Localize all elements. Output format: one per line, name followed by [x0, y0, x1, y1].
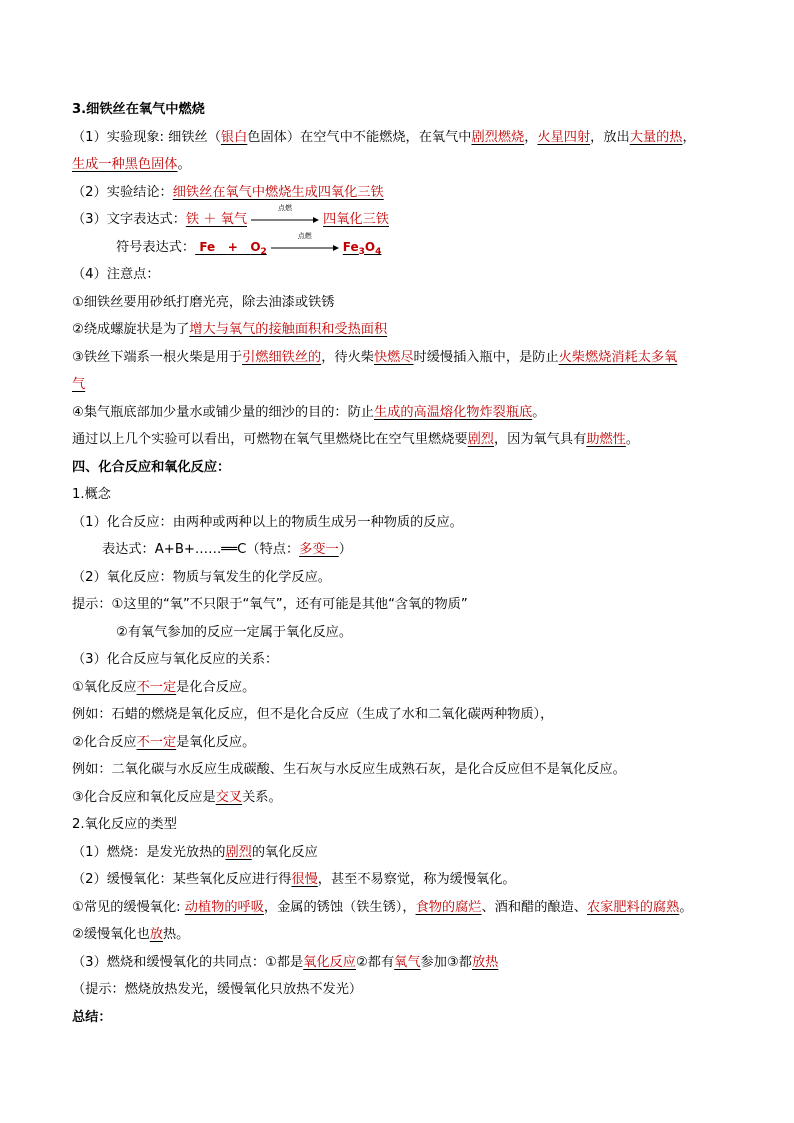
- combination-expression: [72, 536, 732, 564]
- answer-blank: 多变一: [299, 542, 339, 557]
- text: （1）实验现象: 细铁丝（: [72, 129, 221, 145]
- text: （2）实验结论：: [72, 184, 173, 200]
- o-symbol: O: [250, 239, 261, 254]
- answer-blank: 快燃尽: [373, 349, 414, 365]
- document-page: [72, 96, 732, 1031]
- reaction-arrow: [271, 232, 339, 254]
- combination-reaction-def: （1）化合反应：由两种或两种以上的物质生成另一种物质的反应。: [72, 514, 463, 530]
- slow-oxidation-examples: [72, 894, 732, 922]
- answer-blank: 很慢: [291, 872, 318, 887]
- summary-line: [72, 426, 732, 454]
- answer-blank: 生成一种黑色固体: [72, 157, 178, 172]
- text: ②绕成螺旋状是为了: [72, 322, 190, 337]
- types-heading: 2.氧化反应的类型: [72, 817, 177, 832]
- answer-blank: 气: [72, 377, 86, 392]
- symbol-equation: [72, 234, 732, 262]
- text: ，: [682, 129, 696, 145]
- formula-answer: [195, 232, 382, 257]
- answer-blank: 交叉: [215, 789, 243, 805]
- answer-blank: 不一定: [136, 734, 177, 750]
- note-1: ①细铁丝要用砂纸打磨光亮，除去油漆或铁锈: [72, 294, 335, 310]
- subscript: 3: [358, 246, 365, 257]
- text: 热。: [162, 927, 190, 942]
- text: （1）燃烧：是发光放热的: [72, 844, 226, 860]
- text: ③化合反应和氧化反应是: [72, 789, 216, 805]
- reaction-condition: 点燃: [278, 204, 293, 212]
- text: ，放出: [590, 129, 630, 145]
- text: 。: [177, 157, 191, 172]
- answer-blank: 农家肥料的腐熟: [587, 899, 680, 915]
- fe-symbol: Fe: [199, 239, 216, 254]
- section-4-title: 四、化合反应和氧化反应：: [72, 459, 231, 475]
- text: 通过以上几个实验可以看出，可燃物在氧气里燃烧比在空气里燃烧要: [72, 432, 468, 447]
- subscript: 4: [375, 246, 382, 257]
- answer-blank: 食物的腐烂: [415, 899, 482, 915]
- experiment-conclusion: [72, 179, 732, 207]
- answer-blank: 四氧化三铁: [323, 212, 389, 227]
- text: ②化合反应: [72, 734, 137, 750]
- answer-blank: 大量的热: [629, 129, 683, 145]
- answer-blank: 剧烈燃烧: [471, 129, 525, 145]
- common-points: [72, 949, 732, 977]
- text: 。: [532, 404, 546, 420]
- text: （3）文字表达式：: [72, 212, 186, 227]
- text: 符号表达式：: [116, 239, 196, 255]
- experiment-phenomenon-cont: [72, 151, 732, 179]
- text: 表达式：A+B+……══C（特点：: [102, 542, 300, 557]
- text: ，: [524, 129, 538, 145]
- text: 参加③都: [420, 954, 472, 970]
- plus-sign: +: [227, 239, 238, 254]
- example-1: 例如：石蜡的燃烧是氧化反应，但不是化合反应（生成了水和二氧化碳两种物质），: [72, 707, 554, 722]
- answer-blank: 剧烈: [225, 844, 252, 860]
- answer-blank: 不一定: [136, 679, 177, 695]
- answer-blank: 引燃细铁丝的: [242, 349, 322, 365]
- text: 的氧化反应: [251, 844, 318, 860]
- relation-1: [72, 674, 732, 702]
- o-symbol: O: [364, 239, 376, 254]
- notes-heading: （4）注意点：: [72, 267, 160, 282]
- answer-blank: 剧烈: [467, 432, 494, 447]
- relation-3: [72, 784, 732, 812]
- reaction-arrow: [251, 204, 319, 226]
- answer-blank: 放: [149, 927, 163, 942]
- text: 时缓慢插入瓶中，是防止: [413, 349, 559, 365]
- conclusion-heading: 总结：: [72, 1009, 112, 1025]
- text: ，待火柴: [321, 349, 374, 365]
- tip-3: （提示：燃烧放热发光，缓慢氧化只放热不发光）: [72, 982, 363, 997]
- reaction-condition: 点燃: [297, 232, 312, 240]
- text: ，因为氧气具有: [494, 432, 587, 447]
- answer-blank: 助燃性: [586, 432, 626, 447]
- tip-2: ②有氧气参加的反应一定属于氧化反应。: [116, 624, 353, 640]
- answer-blank: 细铁丝在氧气中燃烧生成四氧化三铁: [172, 184, 384, 200]
- text: ）: [338, 542, 352, 557]
- note-2: [72, 316, 732, 344]
- subscript: 2: [260, 246, 267, 257]
- concept-heading: 1.概念: [72, 487, 111, 502]
- fe-symbol: Fe: [342, 239, 359, 254]
- text: ②缓慢氧化也: [72, 927, 150, 942]
- text: （3）燃烧和缓慢氧化的共同点：①都是: [72, 954, 304, 970]
- text: 。: [625, 432, 640, 447]
- text: ④集气瓶底部加少量水或铺少量的细沙的目的：防止: [72, 404, 374, 420]
- answer-blank: 增大与氧气的接触面积和受热面积: [189, 322, 388, 337]
- answer-blank: 生成的高温熔化物炸裂瓶底: [373, 404, 533, 420]
- text: 。: [679, 899, 693, 915]
- text: 、酒和醋的酿造、: [481, 899, 587, 915]
- answer-blank: 铁 ＋ 氧气: [185, 212, 248, 227]
- text: 是氧化反应。: [176, 734, 256, 750]
- arrow-icon: [251, 216, 319, 224]
- answer-blank: 氧气: [394, 954, 421, 970]
- slow-oxidation-heat: [72, 921, 732, 949]
- arrow-icon: [271, 244, 339, 252]
- answer-blank: 氧化反应: [303, 954, 356, 970]
- answer-blank: 火柴燃烧消耗太多氧: [558, 349, 678, 365]
- answer-blank: 火星四射: [537, 129, 591, 145]
- text: 色固体）在空气中不能燃烧，在氧气中: [247, 129, 472, 145]
- type-combustion: [72, 839, 732, 867]
- type-slow-oxidation: [72, 866, 732, 894]
- experiment-phenomenon: [72, 124, 732, 152]
- text: 是化合反应。: [176, 679, 256, 695]
- text: ②都有: [355, 954, 395, 970]
- text: 关系。: [242, 789, 282, 805]
- relation-heading: （3）化合反应与氧化反应的关系：: [72, 652, 279, 667]
- answer-blank: 放热: [471, 954, 499, 970]
- text: ，金属的锈蚀（铁生锈），: [263, 899, 416, 915]
- oxidation-reaction-def: （2）氧化反应：物质与氧发生的化学反应。: [72, 569, 331, 585]
- note-3-cont: [72, 371, 732, 399]
- note-3: [72, 344, 732, 372]
- text: ，甚至不易察觉，称为缓慢氧化。: [317, 872, 516, 887]
- answer-blank: 银白: [220, 129, 248, 145]
- text: （2）缓慢氧化：某些氧化反应进行得: [72, 872, 292, 887]
- answer-blank: 动植物的呼吸: [184, 899, 264, 915]
- tip-1: 提示：①这里的“氧”不只限于“氧气”，还有可能是其他“含氧的物质”: [72, 597, 468, 612]
- text: ①常见的缓慢氧化:: [72, 899, 185, 915]
- text: ①氧化反应: [72, 679, 137, 695]
- text: ③铁丝下端系一根火柴是用于: [72, 349, 243, 365]
- section-3-title: 3.细铁丝在氧气中燃烧: [72, 102, 205, 117]
- note-4: [72, 399, 732, 427]
- relation-2: [72, 729, 732, 757]
- word-equation: [72, 206, 732, 234]
- example-2: 例如：二氧化碳与水反应生成碳酸、生石灰与水反应生成熟石灰，是化合反应但不是氧化反应。: [72, 762, 626, 777]
